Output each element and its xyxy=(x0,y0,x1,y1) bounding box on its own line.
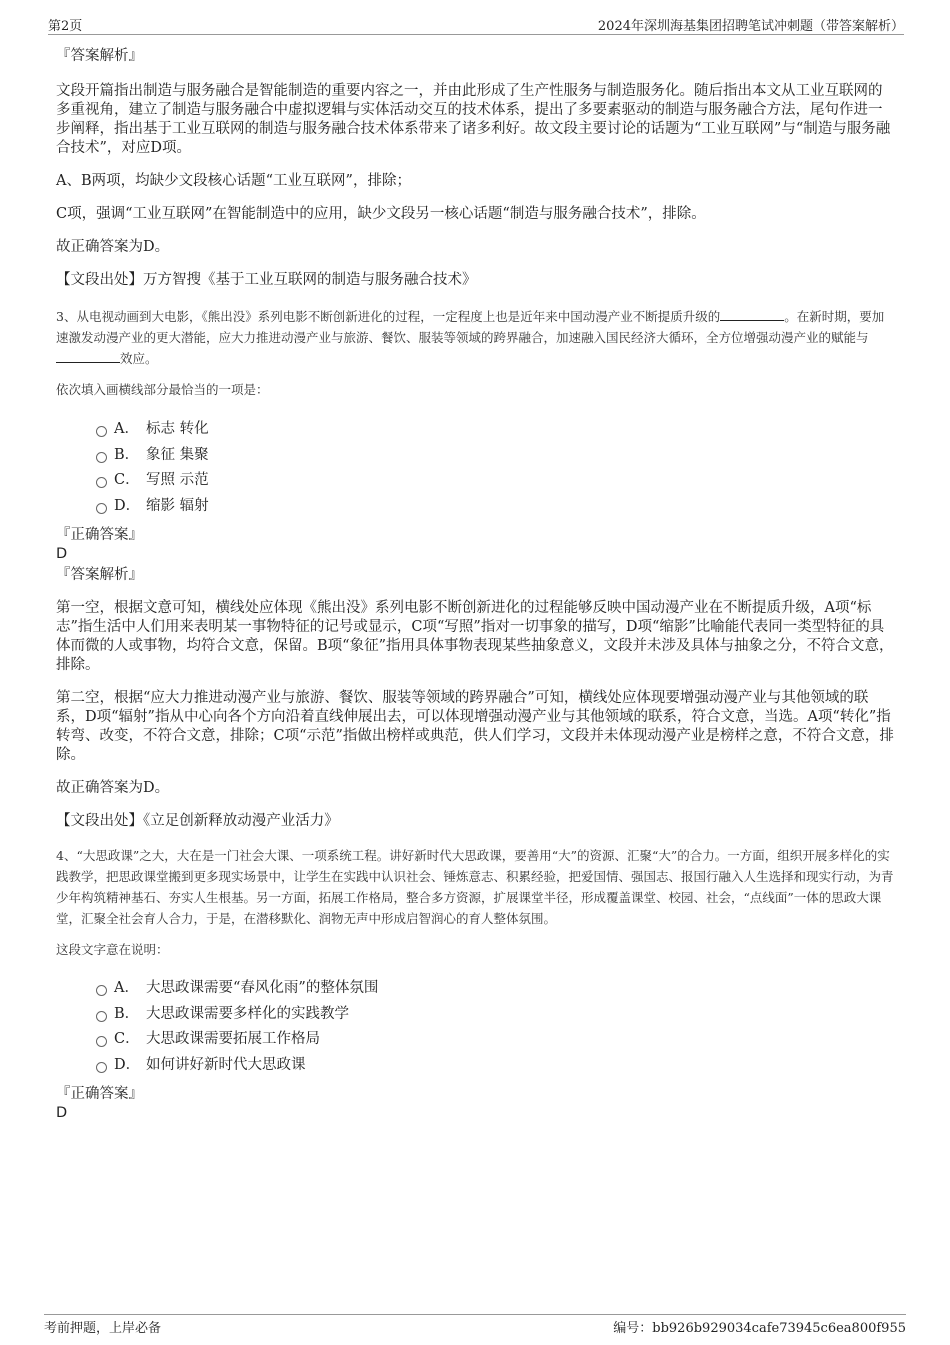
q3-answer: D xyxy=(56,546,68,562)
q4-answer: D xyxy=(56,1105,68,1121)
document-title: 2024年深圳海基集团招聘笔试冲刺题（带答案解析） xyxy=(597,19,904,34)
q4-option-a[interactable]: A． 大思政课需要“春风化雨”的整体氛围 xyxy=(56,976,894,1002)
q2-analysis-label: 『答案解析』 xyxy=(56,48,143,64)
q4-answer-label: 『正确答案』 xyxy=(56,1086,143,1102)
q4-option-b[interactable]: B． 大思政课需要多样化的实践教学 xyxy=(56,1002,894,1028)
q4-stem: 4、“大思政课”之大，大在是一门社会大课、一项系统工程。讲好新时代大思政课，要善用“大”的资源、汇聚“大”的合力。一方面，组织开展多样化的实践教学，把思政课堂搬到更多现实场景中，让学生在实践中认识社会、锤炼意志、积累经验，把爱国情、强国志、报国行融入人生选择和现实行动，为青少年构筑精神基石、夯实人生根基。另一方面，拓展工作格局，整合多方资源，扩展课堂半径，形成覆盖课堂、校园、社会，“点线面”一体的思政大课堂，汇聚全社会育人合力，于是，在潜移默化、润物无声中形成启智润心的育人整体氛围。 xyxy=(56,848,894,926)
q2-source: 【文段出处】万方智搜《基于工业互联网的制造与服务融合技术》 xyxy=(56,272,477,288)
q3-stem-part3: 效应。 xyxy=(120,351,158,366)
q4-option-d[interactable]: D． 如何讲好新时代大思政课 xyxy=(56,1053,894,1079)
radio-icon[interactable] xyxy=(96,452,107,463)
q4-prompt: 这段文字意在说明： xyxy=(56,942,169,957)
q3-option-a[interactable]: A． 标志 转化 xyxy=(56,417,894,443)
q3-analysis-label: 『答案解析』 xyxy=(56,567,143,583)
q3-answer-label: 『正确答案』 xyxy=(56,527,143,543)
q3-stem-part1: 3、从电视动画到大电影，《熊出没》系列电影不断创新进化的过程，一定程度上也是近年来中国动漫产业不断提质升级的 xyxy=(56,309,721,324)
q3-stem-part2: 。在新时期，要加速激发动漫产业的更大潜能，应大力推进动漫产业与旅游、餐饮、服装等领域的跨界融合，加速融入国民经济大循环，全方位增强动漫产业的赋能与 xyxy=(56,309,885,345)
q3-prompt: 依次填入画横线部分最恰当的一项是： xyxy=(56,382,269,397)
q3-analysis-p3: 故正确答案为D。 xyxy=(56,780,170,796)
page-content xyxy=(56,46,894,1122)
q3-option-d[interactable]: D． 缩影 辐射 xyxy=(56,494,894,520)
footer-slogan: 考前押题，上岸必备 xyxy=(44,1321,162,1336)
q2-analysis-p4: 故正确答案为D。 xyxy=(56,239,170,255)
q3-analysis-p1: 第一空，根据文意可知，横线处应体现《熊出没》系列电影不断创新进化的过程能够反映中国动漫产业在不断提质升级，A项“标志”指生活中人们用来表明某一事物特征的记号或显示，C项“写照”指对一切事象的描写，D项“缩影”比喻能代表同一类型特征的具体而微的人或事物，均符合文意，保留。B项“象征”指用具体事物表现某些抽象意义，文段并未涉及具体与抽象之分，不符合文意，排除。 xyxy=(56,600,894,673)
q2-analysis-p1: 文段开篇指出制造与服务融合是智能制造的重要内容之一，并由此形成了生产性服务与制造服务化。随后指出本文从工业互联网的多重视角，建立了制造与服务融合中虚拟逻辑与实体活动交互的技术体系，提出了多要素驱动的制造与服务融合方法，尾句作进一步阐释，指出基于工业互联网的制造与服务融合技术体系带来了诸多利好。故文段主要讨论的话题为“工业互联网”与“制造与服务融合技术”，对应D项。 xyxy=(56,83,891,156)
q2-analysis-p2: A、B两项，均缺少文段核心话题“工业互联网”，排除； xyxy=(56,173,411,189)
q3-options xyxy=(56,417,894,519)
q3-option-c[interactable]: C． 写照 示范 xyxy=(56,468,894,494)
q3-stem xyxy=(56,306,894,369)
radio-icon[interactable] xyxy=(96,426,107,437)
q3-blank-1 xyxy=(720,307,784,321)
radio-icon[interactable] xyxy=(96,985,107,996)
q3-option-b[interactable]: B． 象征 集聚 xyxy=(56,443,894,469)
q4-option-c[interactable]: C． 大思政课需要拓展工作格局 xyxy=(56,1027,894,1053)
q2-analysis-p3: C项，强调“工业互联网”在智能制造中的应用，缺少文段另一核心话题“制造与服务融合技术”，排除。 xyxy=(56,206,706,222)
q3-analysis-p2: 第二空，根据“应大力推进动漫产业与旅游、餐饮、服装等领域的跨界融合”可知，横线处应体现要增强动漫产业与其他领域的联系，D项“辐射”指从中心向各个方向沿着直线伸展出去，可以体现增强动漫产业与其他领域的联系，符合文意，当选。A项“转化”指转弯、改变，不符合文意，排除；C项“示范”指做出榜样或典范，供人们学习，文段并未体现动漫产业是榜样之意，不符合文意，排除。 xyxy=(56,690,894,763)
q3-source: 【文段出处】《立足创新释放动漫产业活力》 xyxy=(56,813,339,829)
footer-code: 编号：bb926b929034cafe73945c6ea800f955 xyxy=(613,1321,906,1336)
q3-blank-2 xyxy=(56,349,120,363)
radio-icon[interactable] xyxy=(96,1062,107,1073)
radio-icon[interactable] xyxy=(96,1011,107,1022)
radio-icon[interactable] xyxy=(96,1036,107,1047)
q4-options xyxy=(56,976,894,1078)
radio-icon[interactable] xyxy=(96,477,107,488)
page-footer xyxy=(44,1314,906,1335)
page-number: 第2页 xyxy=(48,19,83,34)
radio-icon[interactable] xyxy=(96,503,107,514)
page-header xyxy=(48,14,904,35)
